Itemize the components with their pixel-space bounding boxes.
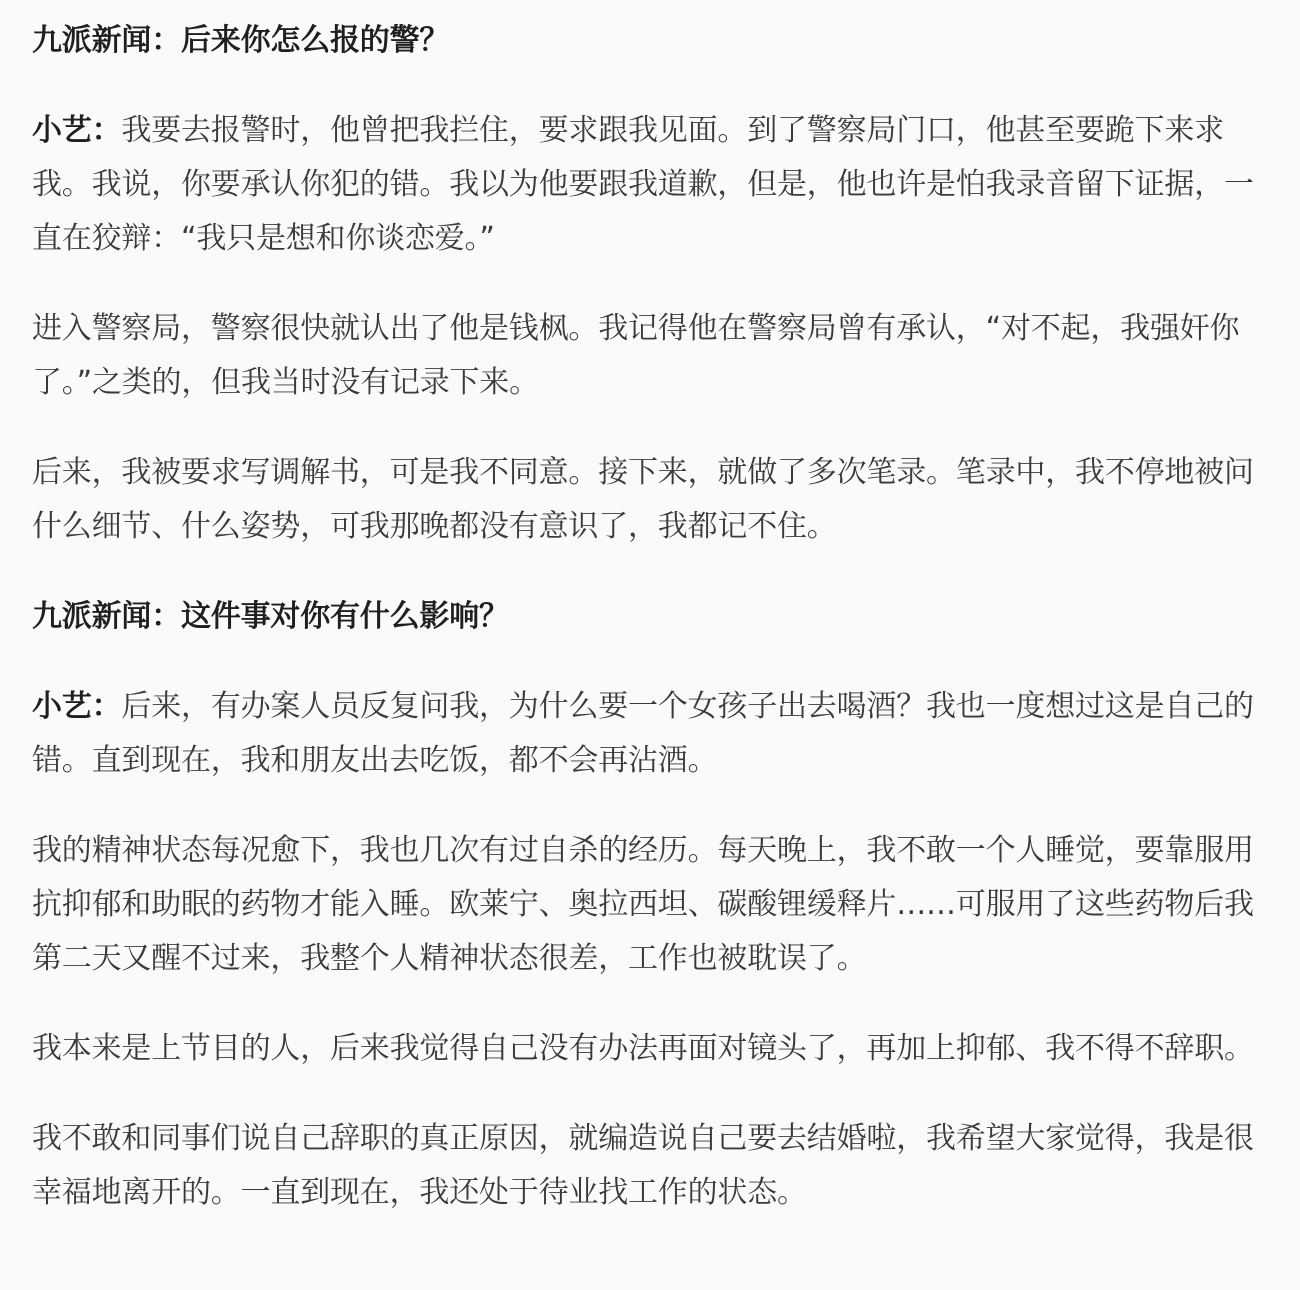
interview-question-1: 九派新闻：后来你怎么报的警？ <box>32 23 450 58</box>
article-body <box>32 14 1257 1256</box>
paragraph-resignation: 我本来是上节目的人，后来我觉得自己没有办法再面对镜头了，再加上抑郁、我不得不辞职。 <box>32 1031 1254 1066</box>
paragraph-mediation: 后来，我被要求写调解书，可是我不同意。接下来，就做了多次笔录。笔录中，我不停地被问什么细节、什么姿势，可我那晚都没有意识了，我都记不住。 <box>32 455 1254 544</box>
answer-text: 我要去报警时，他曾把我拦住，要求跟我见面。到了警察局门口，他甚至要跪下来求我。我说，你要承认你犯的错。我以为他要跟我道歉，但是，他也许是怕我录音留下证据，一直在狡辩：“我只是想和你谈恋爱。” <box>32 113 1254 256</box>
speaker-label: 小艺： <box>32 113 122 148</box>
interview-answer-2 <box>32 680 1257 788</box>
answer-text: 后来，有办案人员反复问我，为什么要一个女孩子出去喝酒？我也一度想过这是自己的错。直到现在，我和朋友出去吃饭，都不会再沾酒。 <box>32 689 1254 778</box>
interview-answer-1 <box>32 104 1257 266</box>
paragraph-mental-state: 我的精神状态每况愈下，我也几次有过自杀的经历。每天晚上，我不敢一个人睡觉，要靠服用抗抑郁和助眠的药物才能入睡。欧莱宁、奥拉西坦、碳酸锂缓释片……可服用了这些药物后我第二天又醒不过来，我整个人精神状态很差，工作也被耽误了。 <box>32 833 1254 976</box>
interview-question-2: 九派新闻：这件事对你有什么影响？ <box>32 599 509 634</box>
paragraph-current-status: 我不敢和同事们说自己辞职的真正原因，就编造说自己要去结婚啦，我希望大家觉得，我是很幸福地离开的。一直到现在，我还处于待业找工作的状态。 <box>32 1121 1254 1210</box>
speaker-label: 小艺： <box>32 689 122 724</box>
paragraph-police-station: 进入警察局，警察很快就认出了他是钱枫。我记得他在警察局曾有承认，“对不起，我强奸你了。”之类的，但我当时没有记录下来。 <box>32 311 1240 400</box>
